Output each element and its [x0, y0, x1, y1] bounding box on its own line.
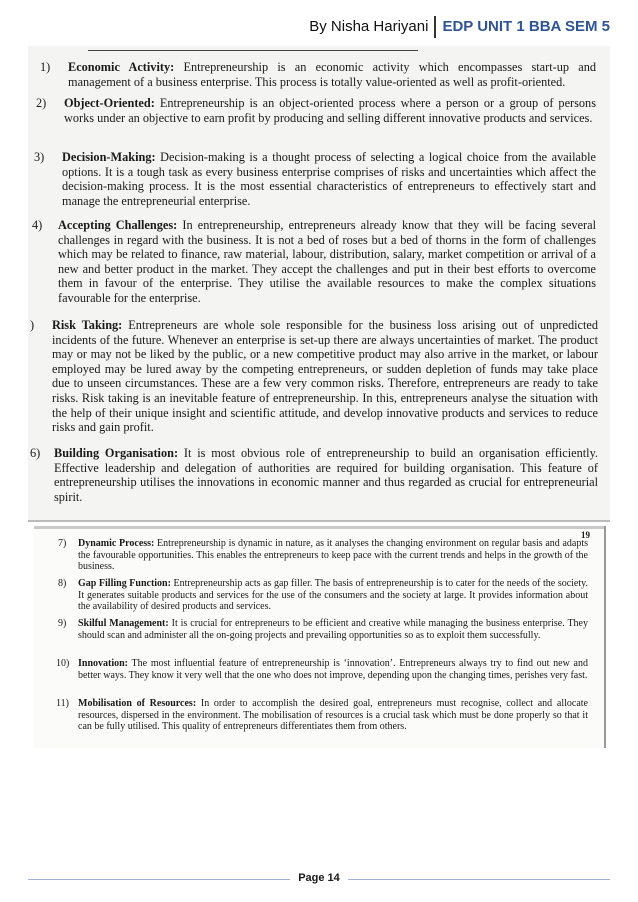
item-number: 3)	[34, 150, 45, 164]
item-term: Object-Oriented:	[64, 96, 155, 110]
item-term: Decision-Making:	[62, 150, 156, 164]
item-number: 7)	[58, 538, 67, 549]
scan-edge-line	[34, 526, 604, 529]
item-text: It is crucial for entrepreneurs to be efficient and creative while managing the business enterprise. They should scan and administer all the on-going projects and prevailing opportunities so as to exploit them successfully.	[78, 618, 588, 641]
item-number: 2)	[36, 96, 47, 110]
list-item-gap-filling-function	[58, 578, 588, 613]
list-item-skilful-management	[58, 618, 588, 641]
item-term: Mobilisation of Resources:	[78, 698, 197, 709]
scan-edge-line	[88, 50, 418, 51]
item-number: 10)	[56, 658, 70, 669]
item-text: In order to accomplish the desired goal, entrepreneurs must recognise, collect and allocate resources, dispersed in the environment. The mobilisation of resources is a crucial task which must be done properly so that it can be fully utilised. This quality of entrepreneurs differentiates them from others.	[78, 698, 588, 733]
item-term: Building Organisation:	[54, 446, 179, 460]
scanned-page-bottom	[34, 526, 606, 748]
item-text: Entrepreneurship acts as gap filler. The basis of entrepreneurship is to cater for the needs of the society. It generates suitable products and services for the use of the consumers and the society at large. It provides information about the availability of desired products and services.	[78, 578, 588, 613]
list-item-mobilisation-of-resources	[56, 698, 588, 733]
scanned-page-top	[28, 46, 610, 522]
item-text: Decision-making is a thought process of selecting a logical choice from the available options. It is a tough task as every business enterprise comprises of risks and uncertainties which affect the decision-making process. It is the most essential characteristics of entrepreneurs to effectively start and manage the entrepreneurial enterprise.	[62, 150, 596, 208]
list-item-economic-activity	[40, 60, 596, 89]
page-header	[309, 14, 610, 40]
item-number: 9)	[58, 618, 67, 629]
item-term: Dynamic Process:	[78, 538, 155, 549]
item-number: 6)	[30, 446, 41, 460]
header-author: By Nisha Hariyani	[309, 16, 436, 38]
item-number: 4)	[32, 218, 43, 232]
item-term: Innovation:	[78, 658, 129, 669]
list-item-accepting-challenges	[32, 218, 596, 306]
item-term: Gap Filling Function:	[78, 578, 171, 589]
list-item-dynamic-process	[58, 538, 588, 573]
item-text: The most influential feature of entrepreneurship is ‘innovation’. Entrepreneurs always try to find out new and better ways. They know it very well that the one who does not improve, depending upon the changing times, perishes very fast.	[78, 658, 588, 681]
list-item-object-oriented	[36, 96, 596, 125]
item-number: 1)	[40, 60, 51, 74]
item-text: Entrepreneurship is an economic activity which encompasses start-up and management of a business enterprise. This process is totally value-oriented as well as profit-oriented.	[68, 60, 596, 89]
item-number: 11)	[56, 698, 69, 709]
list-item-risk-taking	[30, 318, 598, 435]
list-item-decision-making	[34, 150, 596, 208]
item-text: Entrepreneurship is an object-oriented process where a person or a group of persons works under an objective to earn profit by producing and selling different innovative products and services.	[64, 96, 596, 125]
scan-page-number: 19	[581, 530, 590, 540]
list-item-building-organisation	[30, 446, 598, 504]
item-text: It is most obvious role of entrepreneurship to build an organisation efficiently. Effective leadership and delegation of authorities are required for building organisation. This feature of entrepreneurship utilises the innovations in economic manner and thus regarded as crucial for entrepreneurial spirit.	[54, 446, 599, 504]
item-term: Risk Taking:	[52, 318, 123, 332]
list-item-innovation	[56, 658, 588, 681]
footer-rule-right	[348, 879, 610, 880]
page-footer	[28, 872, 610, 888]
footer-page-number: Page 14	[298, 872, 340, 884]
item-term: Accepting Challenges:	[58, 218, 178, 232]
item-term: Economic Activity:	[68, 60, 175, 74]
header-unit-title: EDP UNIT 1 BBA SEM 5	[442, 18, 610, 35]
item-term: Skilful Management:	[78, 618, 169, 629]
item-text: In entrepreneurship, entrepreneurs already know that they will be facing several challenges in regard with the business. It is not a bed of roses but a bed of thorns in the form of challenges which may be related to finance, raw material, labour, distribution, salary, market competition or arrival of a new and better product in the market. They accept the challenges and put in their best efforts to overcome them in favour of the enterprise. They utilise the available resources to make the complex situations favourable for the enterprise.	[58, 218, 596, 305]
item-number: 8)	[58, 578, 67, 589]
item-text: Entrepreneurship is dynamic in nature, as it analyses the changing environment on regular basis and adapts the favourable opportunities. This enables the entrepreneurs to keep pace with the current trends and helps in the growth of the business.	[78, 538, 588, 573]
item-text: Entrepreneurs are whole sole responsible for the business loss arising out of unpredicted incidents of the future. Whenever an enterprise is set-up there are always uncertainties of market. The product may or may not be liked by the public, or a new competitive product may also arrive in the market, or labour employed may be lured away by the competing entrepreneurs, or sudden depletion of funds may take place due to unseen circumstances. These are a few very common risks. Therefore, entrepreneurs are ready to take risks. Risk taking is an inevitable feature of entrepreneurship. In this, entrepreneurs analyse the situation with the help of their unique insight and scientific attitude, and develop innovative products and services to reduce risks and gain profit.	[52, 318, 598, 435]
item-number: )	[30, 318, 35, 332]
